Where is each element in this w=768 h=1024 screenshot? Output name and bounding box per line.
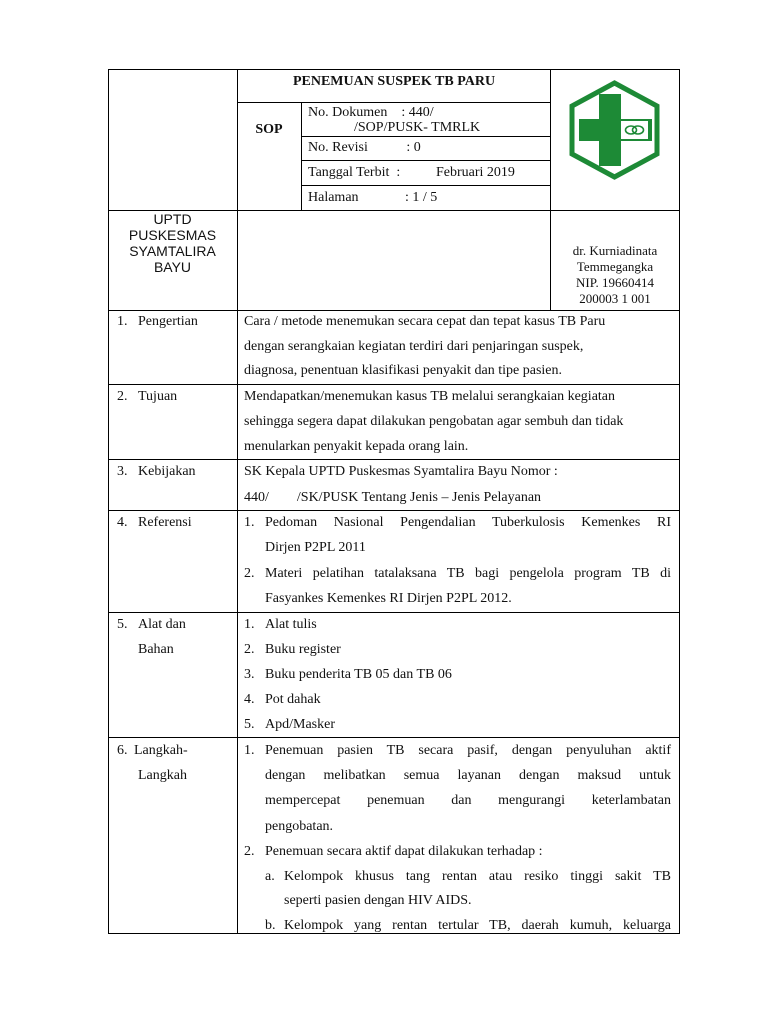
- section-2-line-1: Mendapatkan/menemukan kasus TB melalui serangkaian kegiatan: [244, 389, 616, 404]
- section-2-number: 2.: [117, 389, 128, 404]
- step-1-line-2: dengan melibatkan semua layanan dengan maksud untuk: [265, 768, 671, 783]
- section-line-5: [108, 612, 680, 613]
- sop-label: SOP: [255, 122, 283, 137]
- reference-1-line-2: Dirjen P2PL 2011: [265, 540, 366, 555]
- step-1-number: 1.: [244, 743, 255, 758]
- header-line-doc: [301, 136, 551, 137]
- section-4-label: Referensi: [138, 515, 192, 530]
- page-label: Halaman: [308, 190, 359, 205]
- substep-b-letter: b.: [265, 918, 276, 933]
- step-1-line-1: Penemuan pasien TB secara pasif, dengan penyuluhan aktif: [265, 743, 671, 758]
- health-logo: [568, 80, 661, 180]
- section-3-line-1: SK Kepala UPTD Puskesmas Syamtalira Bayu Nomor :: [244, 464, 558, 479]
- issue-date-value: Februari 2019: [436, 165, 515, 180]
- column-divider-sop: [301, 102, 302, 210]
- substep-a-letter: a.: [265, 869, 275, 884]
- section-line-1: [108, 310, 680, 311]
- section-3-number: 3.: [117, 464, 128, 479]
- tool-5-number: 5.: [244, 717, 255, 732]
- section-line-3: [108, 459, 680, 460]
- section-5-label-line-2: Bahan: [138, 642, 174, 657]
- section-1-line-2: dengan serangkaian kegiatan terdiri dari penjaringan suspek,: [244, 339, 584, 354]
- section-1-line-3: diagnosa, penentuan klasifikasi penyakit dan tipe pasien.: [244, 363, 563, 378]
- section-6-label-line-1: Langkah-: [134, 743, 188, 758]
- step-1-line-4: pengobatan.: [265, 819, 334, 834]
- issue-date-label: Tanggal Terbit :: [308, 165, 401, 180]
- reference-1-number: 1.: [244, 515, 255, 530]
- reference-2-line-1: Materi pelatihan tatalaksana TB bagi pengelola program TB di: [265, 566, 671, 581]
- doc-number-line-1: No. Dokumen : 440/: [308, 105, 434, 120]
- column-divider-left: [237, 69, 238, 934]
- section-line-4: [108, 510, 680, 511]
- step-2-line-1: Penemuan secara aktif dapat dilakukan terhadap :: [265, 844, 543, 859]
- organization-name: UPTD PUSKESMAS SYAMTALIRA BAYU: [128, 211, 217, 275]
- substep-a-line-1: Kelompok khusus tang rentan atau resiko tinggi sakit TB: [284, 869, 671, 884]
- revision-number: No. Revisi : 0: [308, 140, 421, 155]
- substep-b-line-1: Kelompok yang rentan tertular TB, daerah kumuh, keluarga: [284, 918, 671, 933]
- section-2-line-2: sehingga segera dapat dilakukan pengobatan agar sembuh dan tidak: [244, 414, 624, 429]
- tool-3-text: Buku penderita TB 05 dan TB 06: [265, 667, 452, 682]
- reference-1-line-1: Pedoman Nasional Pengendalian Tuberkulosis Kemenkes RI: [265, 515, 671, 530]
- reference-2-number: 2.: [244, 566, 255, 581]
- header-line-date: [301, 185, 551, 186]
- table-border-right: [679, 69, 680, 934]
- document-title: PENEMUAN SUSPEK TB PARU: [292, 74, 496, 89]
- step-2-number: 2.: [244, 844, 255, 859]
- tool-4-number: 4.: [244, 692, 255, 707]
- section-line-2: [108, 384, 680, 385]
- signer-block: dr. Kurniadinata Temmegangka NIP. 19660414 200003 1 001: [572, 243, 658, 306]
- tool-1-text: Alat tulis: [265, 617, 317, 632]
- section-1-number: 1.: [117, 314, 128, 329]
- tool-2-number: 2.: [244, 642, 255, 657]
- tool-5-text: Apd/Masker: [265, 717, 335, 732]
- section-2-label: Tujuan: [138, 389, 178, 404]
- table-border-left: [108, 69, 109, 934]
- step-1-line-3: mempercepat penemuan dan mengurangi keterlambatan: [265, 793, 671, 808]
- section-3-label: Kebijakan: [138, 464, 196, 479]
- header-line-rev: [301, 160, 551, 161]
- section-2-line-3: menularkan penyakit kepada orang lain.: [244, 439, 469, 454]
- doc-number-line-2: /SOP/PUSK- TMRLK: [354, 120, 481, 135]
- header-line-title: [237, 102, 551, 103]
- section-5-label-line-1: Alat dan: [138, 617, 186, 632]
- reference-2-line-2: Fasyankes Kemenkes RI Dirjen P2PL 2012.: [265, 591, 512, 606]
- substep-a-line-2: seperti pasien dengan HIV AIDS.: [284, 893, 472, 908]
- tool-2-text: Buku register: [265, 642, 341, 657]
- section-1-label: Pengertian: [138, 314, 198, 329]
- tool-3-number: 3.: [244, 667, 255, 682]
- section-3-line-2: 440/ /SK/PUSK Tentang Jenis – Jenis Pelayanan: [244, 490, 542, 505]
- section-4-number: 4.: [117, 515, 128, 530]
- section-1-line-1: Cara / metode menemukan secara cepat dan tepat kasus TB Paru: [244, 314, 606, 329]
- tool-4-text: Pot dahak: [265, 692, 321, 707]
- section-line-6: [108, 737, 680, 738]
- page-value: : 1 / 5: [405, 190, 438, 205]
- section-6-label-line-2: Langkah: [138, 768, 187, 783]
- section-6-number: 6.: [117, 743, 128, 758]
- table-border-top: [108, 69, 680, 70]
- tool-1-number: 1.: [244, 617, 255, 632]
- section-5-number: 5.: [117, 617, 128, 632]
